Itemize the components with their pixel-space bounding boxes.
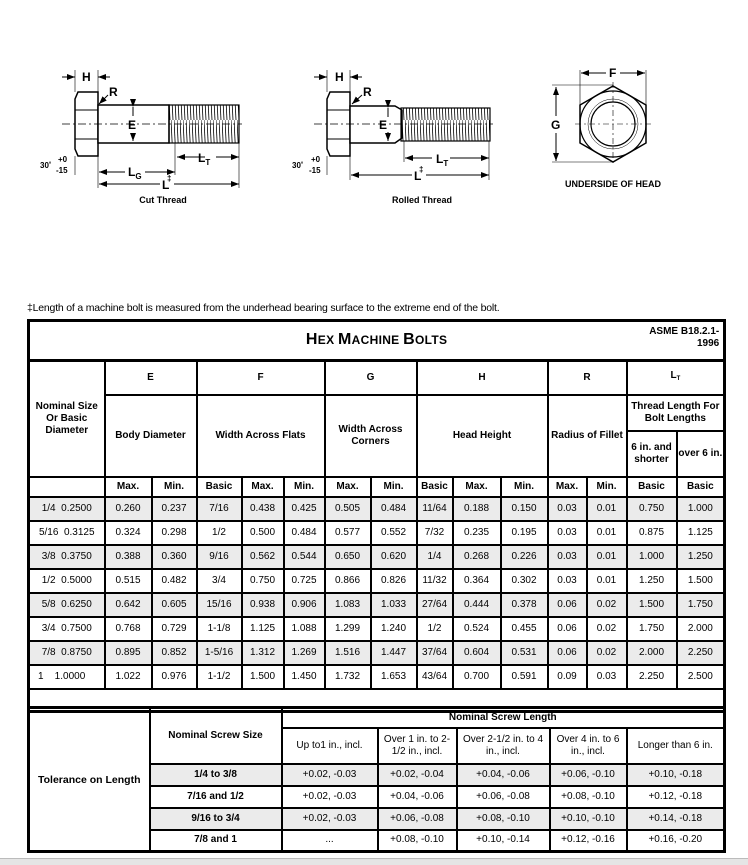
table-row bbox=[29, 521, 725, 545]
cell: 1/4 bbox=[417, 545, 453, 569]
cell: 0.01 bbox=[587, 521, 627, 545]
thread-length-over-6in-header: over 6 in. bbox=[677, 431, 725, 477]
cell: 1.299 bbox=[325, 617, 371, 641]
subheader: Min. bbox=[152, 477, 197, 497]
cell: 0.750 bbox=[242, 569, 284, 593]
cell: 0.226 bbox=[501, 545, 548, 569]
cell: +0.16, -0.20 bbox=[627, 830, 725, 852]
width-across-corners-header: Width Across Corners bbox=[325, 395, 417, 477]
svg-text:‡: ‡ bbox=[167, 174, 172, 183]
cell: 0.938 bbox=[242, 593, 284, 617]
subheader-blank bbox=[29, 477, 105, 497]
group-f-letter: F bbox=[197, 361, 325, 395]
cell: 0.260 bbox=[105, 497, 152, 521]
cell: 0.360 bbox=[152, 545, 197, 569]
cell: +0.04, -0.06 bbox=[378, 786, 457, 808]
thread-length-header: Thread Length For Bolt Lengths bbox=[627, 395, 725, 431]
cell: 1.088 bbox=[284, 617, 325, 641]
cell: 0.195 bbox=[501, 521, 548, 545]
cell: 1.516 bbox=[325, 641, 371, 665]
cell: 1/2 bbox=[197, 521, 242, 545]
cell: 1.500 bbox=[677, 569, 725, 593]
cell: 0.03 bbox=[587, 665, 627, 689]
cell: 0.268 bbox=[453, 545, 501, 569]
cell: 1.750 bbox=[627, 617, 677, 641]
length-col-header: Over 4 in. to 6 in., incl. bbox=[550, 728, 627, 764]
svg-text:‡: ‡ bbox=[419, 165, 424, 174]
subheader: Basic bbox=[627, 477, 677, 497]
subheader: Min. bbox=[284, 477, 325, 497]
cell: 0.531 bbox=[501, 641, 548, 665]
cell: 3/4 bbox=[197, 569, 242, 593]
cell: 2.000 bbox=[677, 617, 725, 641]
cell: 9/16 bbox=[197, 545, 242, 569]
cell: 0.505 bbox=[325, 497, 371, 521]
group-g-letter: G bbox=[325, 361, 417, 395]
underside-of-head-diagram bbox=[551, 66, 651, 166]
cell: 0.604 bbox=[453, 641, 501, 665]
cell: +0.02, -0.03 bbox=[282, 764, 378, 786]
cell: 0.852 bbox=[152, 641, 197, 665]
hex-machine-bolts-table bbox=[27, 319, 726, 713]
length-col-header: Up to1 in., incl. bbox=[282, 728, 378, 764]
cell: +0.06, -0.08 bbox=[378, 808, 457, 830]
nominal-size: 5/8 0.6250 bbox=[29, 593, 105, 617]
cell: 0.06 bbox=[548, 641, 587, 665]
nominal-size: 7/8 0.8750 bbox=[29, 641, 105, 665]
subheader: Basic bbox=[677, 477, 725, 497]
length-col-header: Longer than 6 in. bbox=[627, 728, 725, 764]
subheader: Max. bbox=[548, 477, 587, 497]
svg-text:-15: -15 bbox=[309, 166, 321, 175]
cell: 2.250 bbox=[627, 665, 677, 689]
cell: 1.083 bbox=[325, 593, 371, 617]
cell: 0.875 bbox=[627, 521, 677, 545]
cell: 1.033 bbox=[371, 593, 417, 617]
cell: +0.06, -0.08 bbox=[457, 786, 550, 808]
cell: 0.650 bbox=[325, 545, 371, 569]
svg-text:LT: $L_T$ bbox=[436, 152, 449, 168]
cell: 7/16 bbox=[197, 497, 242, 521]
table-row bbox=[29, 665, 725, 689]
cell: 0.976 bbox=[152, 665, 197, 689]
screw-size: 7/8 and 1 bbox=[150, 830, 282, 852]
cell: 0.03 bbox=[548, 497, 587, 521]
cell: 0.01 bbox=[587, 497, 627, 521]
cell: 0.06 bbox=[548, 617, 587, 641]
cell: +0.10, -0.18 bbox=[627, 764, 725, 786]
cell: 0.150 bbox=[501, 497, 548, 521]
cell: +0.14, -0.18 bbox=[627, 808, 725, 830]
cell: 0.524 bbox=[453, 617, 501, 641]
cell: 0.562 bbox=[242, 545, 284, 569]
svg-text:+0: +0 bbox=[311, 155, 321, 164]
screw-size: 9/16 to 3/4 bbox=[150, 808, 282, 830]
cell: 0.235 bbox=[453, 521, 501, 545]
subheader: Min. bbox=[501, 477, 548, 497]
cell: 0.455 bbox=[501, 617, 548, 641]
table-row bbox=[29, 497, 725, 521]
cell: 1.000 bbox=[627, 545, 677, 569]
thread-length-6in-header: 6 in. and shorter bbox=[627, 431, 677, 477]
cell: 0.591 bbox=[501, 665, 548, 689]
cell: 15/16 bbox=[197, 593, 242, 617]
cell: 2.500 bbox=[677, 665, 725, 689]
length-footnote: ‡Length of a machine bolt is measured from the underhead bearing surface to the extreme end of the bolt. bbox=[27, 302, 500, 314]
cell: 0.729 bbox=[152, 617, 197, 641]
svg-text:+0: +0 bbox=[58, 155, 68, 164]
nominal-size: 1/4 0.2500 bbox=[29, 497, 105, 521]
cell: 0.866 bbox=[325, 569, 371, 593]
cell: 27/64 bbox=[417, 593, 453, 617]
cell: +0.02, -0.03 bbox=[282, 808, 378, 830]
bolt-diagrams bbox=[0, 0, 748, 300]
svg-text:R: R bbox=[363, 85, 372, 99]
cell: +0.10, -0.10 bbox=[550, 808, 627, 830]
cell: 0.700 bbox=[453, 665, 501, 689]
cell: 0.642 bbox=[105, 593, 152, 617]
cell: 0.620 bbox=[371, 545, 417, 569]
radius-of-fillet-header: Radius of Fillet bbox=[548, 395, 627, 477]
cell: +0.02, -0.04 bbox=[378, 764, 457, 786]
cell: 0.302 bbox=[501, 569, 548, 593]
cell: 0.484 bbox=[371, 497, 417, 521]
cell: 1.000 bbox=[677, 497, 725, 521]
cell: 1.125 bbox=[677, 521, 725, 545]
cell: 43/64 bbox=[417, 665, 453, 689]
svg-text:F: F bbox=[609, 66, 617, 80]
standard-reference: ASME B18.2.1- 1996 bbox=[649, 326, 720, 349]
cell: +0.08, -0.10 bbox=[550, 786, 627, 808]
cell: 0.725 bbox=[284, 569, 325, 593]
cell: 0.03 bbox=[548, 521, 587, 545]
cell: 0.03 bbox=[548, 545, 587, 569]
svg-text:LT: $L_T$ bbox=[198, 151, 211, 167]
cell: 1.450 bbox=[284, 665, 325, 689]
subheader: Basic bbox=[197, 477, 242, 497]
cell: 0.01 bbox=[587, 545, 627, 569]
nominal-size-header: Nominal Size Or Basic Diameter bbox=[29, 361, 105, 477]
cell: 0.388 bbox=[105, 545, 152, 569]
length-col-header: Over 1 in. to 2-1/2 in., incl. bbox=[378, 728, 457, 764]
cut-thread-diagram bbox=[40, 70, 242, 192]
cell: 1-1/8 bbox=[197, 617, 242, 641]
cell: 1.240 bbox=[371, 617, 417, 641]
cell: +0.12, -0.18 bbox=[627, 786, 725, 808]
nominal-size: 5/16 0.3125 bbox=[29, 521, 105, 545]
svg-text:L: L bbox=[414, 169, 422, 183]
cell: +0.08, -0.10 bbox=[378, 830, 457, 852]
cell: 0.02 bbox=[587, 617, 627, 641]
cell: +0.02, -0.03 bbox=[282, 786, 378, 808]
svg-text:LG: $L_G$ bbox=[128, 165, 142, 181]
length-col-header: Over 2-1/2 in. to 4 in., incl. bbox=[457, 728, 550, 764]
cell: 0.515 bbox=[105, 569, 152, 593]
subheader: Max. bbox=[242, 477, 284, 497]
svg-text:-15: -15 bbox=[56, 166, 68, 175]
nominal-screw-length-header: Nominal Screw Length bbox=[282, 708, 725, 728]
cell: 0.03 bbox=[548, 569, 587, 593]
cell: 0.750 bbox=[627, 497, 677, 521]
cell: +0.12, -0.16 bbox=[550, 830, 627, 852]
nominal-size: 3/4 0.7500 bbox=[29, 617, 105, 641]
cell: 0.500 bbox=[242, 521, 284, 545]
cell: 0.188 bbox=[453, 497, 501, 521]
cell: 0.482 bbox=[152, 569, 197, 593]
cell: +0.08, -0.10 bbox=[457, 808, 550, 830]
table-row bbox=[29, 617, 725, 641]
cell: 0.02 bbox=[587, 593, 627, 617]
nominal-screw-size-header: Nominal Screw Size bbox=[150, 708, 282, 764]
cell: 1-1/2 bbox=[197, 665, 242, 689]
subheader: Min. bbox=[587, 477, 627, 497]
cell: 0.425 bbox=[284, 497, 325, 521]
cell: 0.906 bbox=[284, 593, 325, 617]
cell: 1.022 bbox=[105, 665, 152, 689]
table-row bbox=[29, 593, 725, 617]
tolerance-label: Tolerance on Length bbox=[29, 708, 150, 852]
table-title-cell bbox=[29, 321, 725, 361]
cell: 0.364 bbox=[453, 569, 501, 593]
cell: 11/64 bbox=[417, 497, 453, 521]
group-lt-letter: $L_T$ bbox=[627, 361, 725, 395]
screw-size: 1/4 to 3/8 bbox=[150, 764, 282, 786]
nominal-size: 1 1.0000 bbox=[29, 665, 105, 689]
tolerance-on-length-table bbox=[27, 706, 726, 853]
svg-text:H: H bbox=[82, 70, 91, 84]
cell: 0.768 bbox=[105, 617, 152, 641]
svg-text:E: E bbox=[379, 118, 388, 132]
cell: 1.732 bbox=[325, 665, 371, 689]
cell: 1.312 bbox=[242, 641, 284, 665]
cell: 0.237 bbox=[152, 497, 197, 521]
svg-text:G: G bbox=[551, 118, 561, 132]
svg-text:R: R bbox=[109, 85, 118, 99]
body-diameter-header: Body Diameter bbox=[105, 395, 197, 477]
cell: 0.895 bbox=[105, 641, 152, 665]
head-height-header: Head Height bbox=[417, 395, 548, 477]
cell: +0.04, -0.06 bbox=[457, 764, 550, 786]
svg-text:H: H bbox=[335, 70, 344, 84]
cell: 0.605 bbox=[152, 593, 197, 617]
screw-size: 7/16 and 1/2 bbox=[150, 786, 282, 808]
cell: 1.500 bbox=[242, 665, 284, 689]
nominal-size: 3/8 0.3750 bbox=[29, 545, 105, 569]
svg-text:30˚: 30˚ bbox=[292, 161, 304, 170]
cell: 0.484 bbox=[284, 521, 325, 545]
subheader: Basic bbox=[417, 477, 453, 497]
cell: 0.09 bbox=[548, 665, 587, 689]
cell: 1.125 bbox=[242, 617, 284, 641]
cell: +0.06, -0.10 bbox=[550, 764, 627, 786]
cell: 1.500 bbox=[627, 593, 677, 617]
cell: 1.269 bbox=[284, 641, 325, 665]
cell: 0.01 bbox=[587, 569, 627, 593]
cell: 1.447 bbox=[371, 641, 417, 665]
cell: 0.378 bbox=[501, 593, 548, 617]
subheader: Max. bbox=[325, 477, 371, 497]
cell: 1/2 bbox=[417, 617, 453, 641]
bolt-drawings-svg bbox=[0, 0, 748, 300]
table-row bbox=[29, 545, 725, 569]
table-title: HEX MACHINE BOLTS bbox=[305, 330, 448, 348]
cell: 1.653 bbox=[371, 665, 417, 689]
svg-text:L: L bbox=[162, 178, 170, 192]
cell: 0.544 bbox=[284, 545, 325, 569]
cell: 0.324 bbox=[105, 521, 152, 545]
cell: 0.552 bbox=[371, 521, 417, 545]
cell: 37/64 bbox=[417, 641, 453, 665]
cell: 7/32 bbox=[417, 521, 453, 545]
subheader: Max. bbox=[105, 477, 152, 497]
cell: +0.10, -0.14 bbox=[457, 830, 550, 852]
cell: 0.06 bbox=[548, 593, 587, 617]
cell: 2.250 bbox=[677, 641, 725, 665]
cell: 11/32 bbox=[417, 569, 453, 593]
cell: 0.438 bbox=[242, 497, 284, 521]
rolled-thread-caption: Rolled Thread bbox=[391, 195, 452, 205]
cell: 0.577 bbox=[325, 521, 371, 545]
width-across-flats-header: Width Across Flats bbox=[197, 395, 325, 477]
subheader: Min. bbox=[371, 477, 417, 497]
svg-text:E: E bbox=[128, 118, 137, 132]
cut-thread-caption: Cut Thread bbox=[139, 195, 187, 205]
cell: 0.826 bbox=[371, 569, 417, 593]
group-e-letter: E bbox=[105, 361, 197, 395]
nominal-size: 1/2 0.5000 bbox=[29, 569, 105, 593]
underside-caption: UNDERSIDE OF HEAD bbox=[564, 179, 661, 189]
cell: 0.02 bbox=[587, 641, 627, 665]
svg-text:30˚: 30˚ bbox=[40, 161, 52, 170]
table-row bbox=[29, 641, 725, 665]
cell: 1.750 bbox=[677, 593, 725, 617]
cell: 1.250 bbox=[627, 569, 677, 593]
subheader: Max. bbox=[453, 477, 501, 497]
cell: 0.444 bbox=[453, 593, 501, 617]
table-row bbox=[29, 569, 725, 593]
rolled-thread-diagram bbox=[292, 70, 493, 183]
cell: 0.298 bbox=[152, 521, 197, 545]
group-h-letter: H bbox=[417, 361, 548, 395]
group-r-letter: R bbox=[548, 361, 627, 395]
cell: 2.000 bbox=[627, 641, 677, 665]
cell: 1.250 bbox=[677, 545, 725, 569]
cell: 1-5/16 bbox=[197, 641, 242, 665]
cell: ... bbox=[282, 830, 378, 852]
